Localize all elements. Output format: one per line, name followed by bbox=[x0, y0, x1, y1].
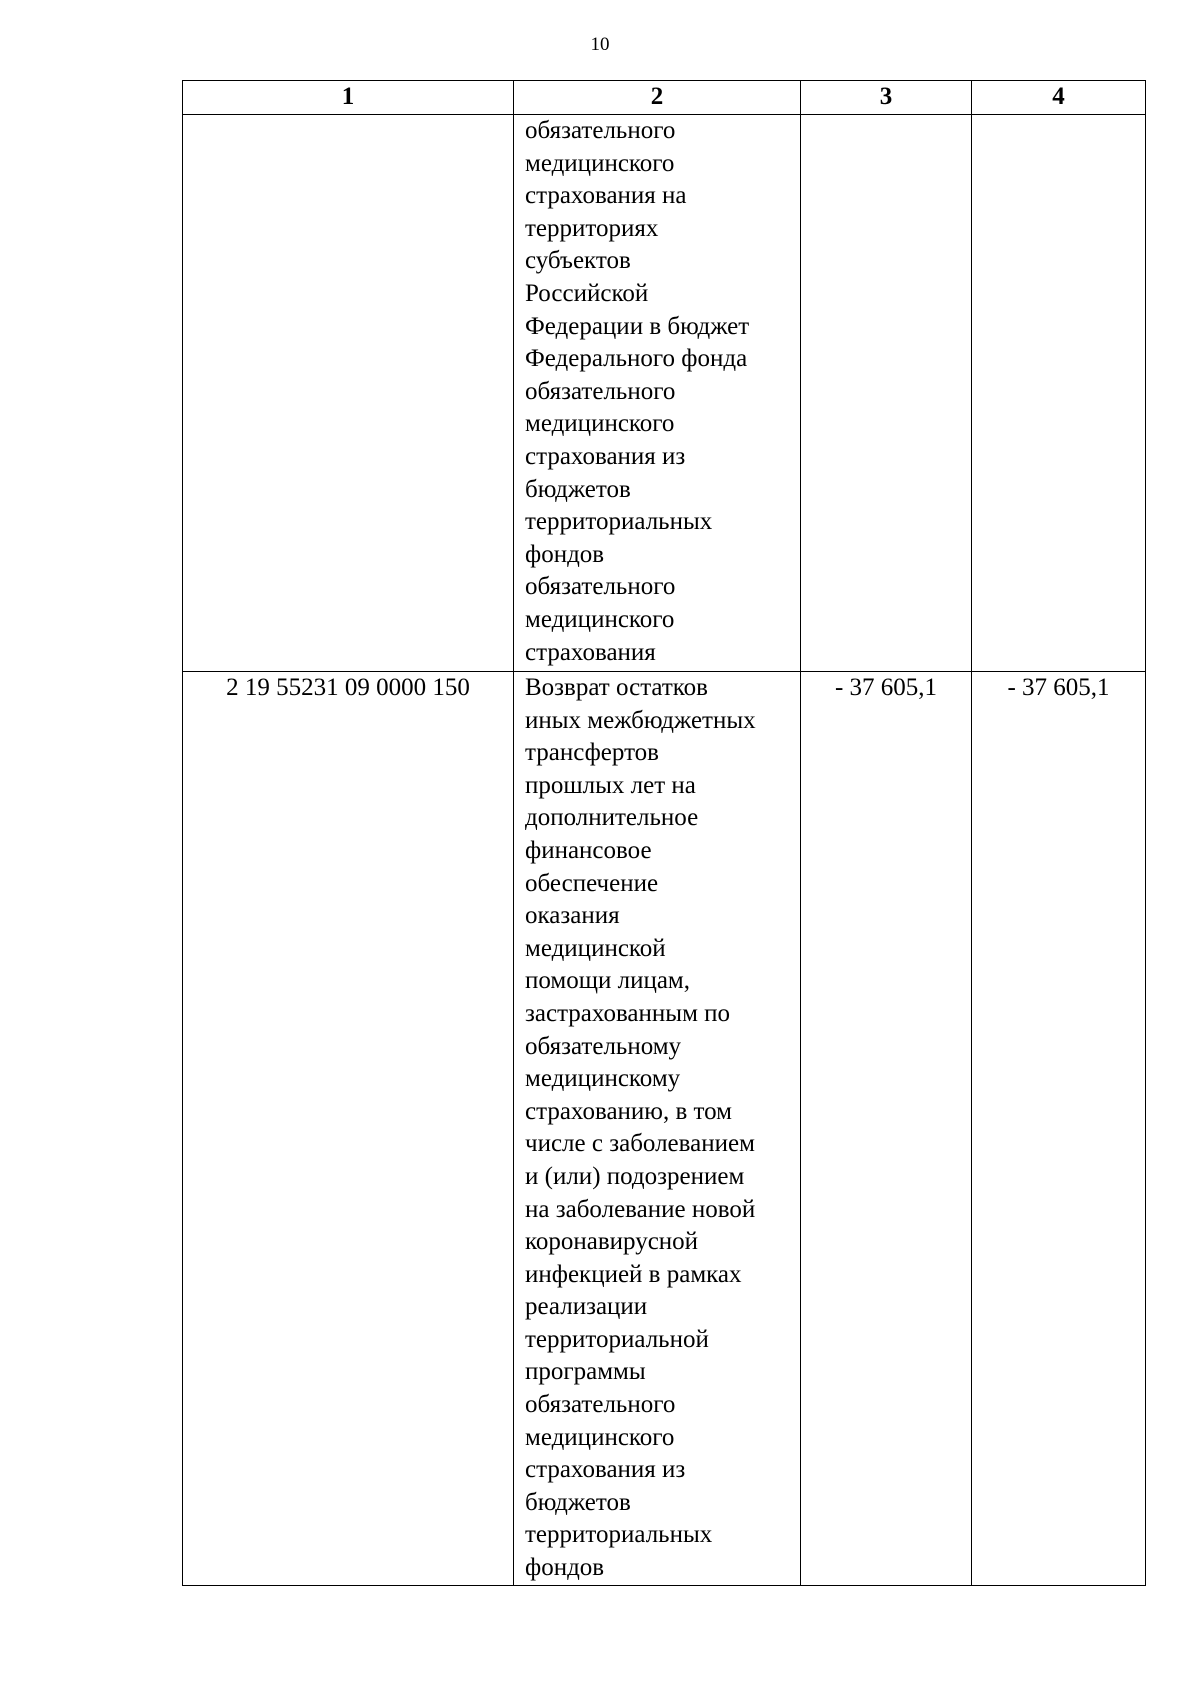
table-header bbox=[183, 81, 1146, 115]
header-col-2: 2 bbox=[514, 81, 801, 115]
row-value-col4 bbox=[972, 115, 1146, 672]
row-code bbox=[183, 115, 514, 672]
table-body bbox=[183, 115, 1146, 1586]
budget-table bbox=[182, 80, 1146, 1586]
row-name: Возврат остатков иных межбюджетных трансфертов прошлых лет на дополнительное финансовое обеспечение оказания медицинской помощи лицам, застрахованным по обязательному медицинскому страхованию, в том числе с заболеванием и (или) подозрением на заболевание новой коронавирусной инфекцией в рамках реализации территориальной программы обязательного медицинского страхования из бюджетов территориальных фондов bbox=[514, 672, 801, 1586]
header-col-1: 1 bbox=[183, 81, 514, 115]
table-row bbox=[183, 672, 1146, 1586]
header-col-4: 4 bbox=[972, 81, 1146, 115]
row-value-col3 bbox=[801, 115, 972, 672]
row-code: 2 19 55231 09 0000 150 bbox=[183, 672, 514, 1586]
header-col-3: 3 bbox=[801, 81, 972, 115]
header-row bbox=[183, 81, 1146, 115]
row-name: обязательного медицинского страхования на территориях субъектов Российской Федерации в бюджет Федерального фонда обязательного медицинского страхования из бюджетов территориальных фондов обязательного медицинского страхования bbox=[514, 115, 801, 672]
page-number: 10 bbox=[590, 34, 610, 55]
table-row bbox=[183, 115, 1146, 672]
row-value-col3: - 37 605,1 bbox=[801, 672, 972, 1586]
row-value-col4: - 37 605,1 bbox=[972, 672, 1146, 1586]
